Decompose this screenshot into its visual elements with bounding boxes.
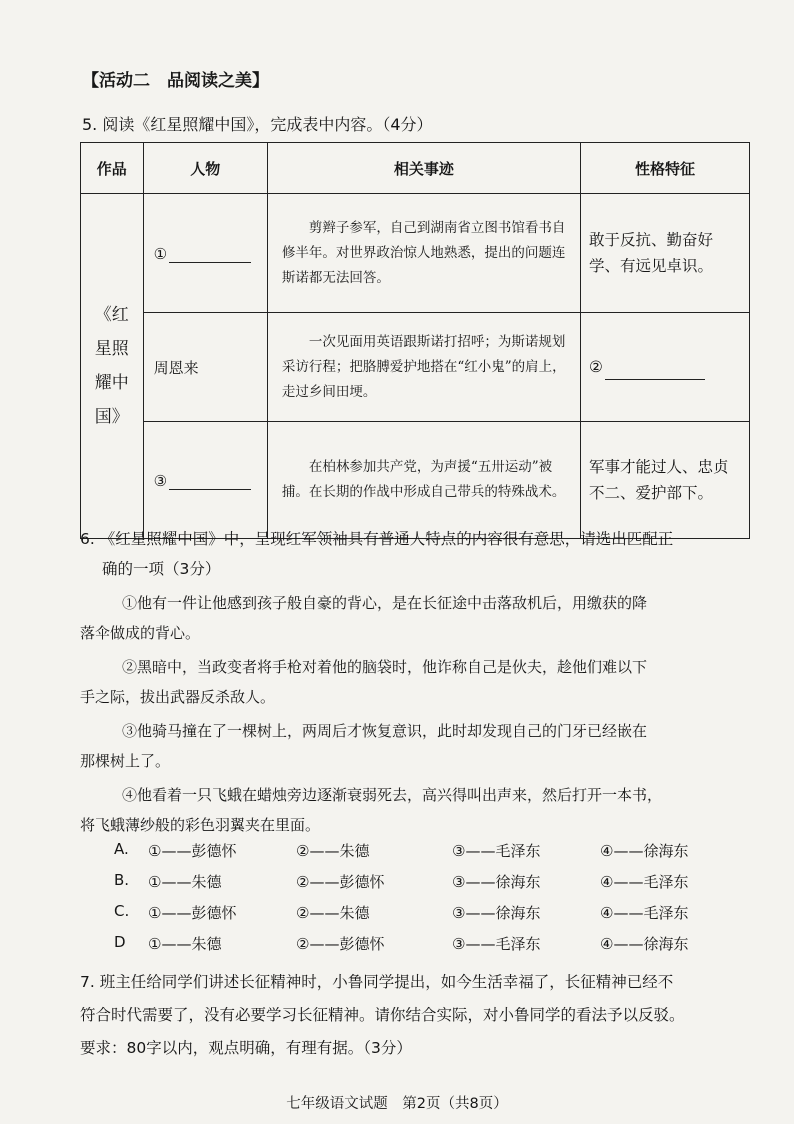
work-title-cell bbox=[81, 194, 144, 539]
header-person: 人物 bbox=[143, 143, 267, 194]
option-label: D bbox=[114, 933, 126, 951]
option-d[interactable] bbox=[114, 933, 734, 964]
option-part: ③——徐海东 bbox=[452, 873, 541, 891]
page-footer: 七年级语文试题 第2页（共8页） bbox=[286, 1096, 508, 1112]
section-title: 【活动二 品阅读之美】 bbox=[82, 71, 269, 91]
option-part: ①——朱德 bbox=[148, 873, 222, 891]
option-part: ④——徐海东 bbox=[600, 842, 689, 860]
blank-number: ③ bbox=[153, 471, 168, 490]
blank-number: ① bbox=[153, 244, 168, 263]
option-part: ①——彭德怀 bbox=[148, 904, 237, 922]
deed-cell: 剪辫子参军，自己到湖南省立图书馆看书自修半年。对世界政治惊人地熟悉，提出的问题连斯诺都无法回答。 bbox=[267, 194, 580, 313]
option-label: C. bbox=[114, 902, 130, 920]
question-7-line: 符合时代需要了，没有必要学习长征精神。请你结合实际，对小鲁同学的看法予以反驳。 bbox=[80, 1006, 685, 1024]
deed-cell: 在柏林参加共产党，为声援“五卅运动”被捕。在长期的作战中形成自己带兵的特殊战术。 bbox=[267, 422, 580, 539]
item-text: ④他看着一只飞蛾在蜡烛旁边逐渐衰弱死去，高兴得叫出声来，然后打开一本书， bbox=[122, 786, 663, 804]
person-cell bbox=[143, 422, 267, 539]
option-part: ②——朱德 bbox=[296, 842, 370, 860]
item-text: ①他有一件让他感到孩子般自豪的背心，是在长征途中击落敌机后，用缴获的降 bbox=[122, 594, 648, 612]
trait-cell: 军事才能过人、忠贞不二、爱护部下。 bbox=[581, 422, 750, 539]
option-part: ④——徐海东 bbox=[600, 935, 689, 953]
question-5 bbox=[82, 112, 433, 135]
deed-cell: 一次见面用英语跟斯诺打招呼；为斯诺规划采访行程；把胳膊爱护地搭在“红小鬼”的肩上，走过乡间田埂。 bbox=[267, 313, 580, 422]
list-item bbox=[80, 588, 760, 648]
work-title-line: 《红 bbox=[94, 305, 129, 325]
trait-cell: 敢于反抗、勤奋好学、有远见卓识。 bbox=[581, 194, 750, 313]
item-text: 那棵树上了。 bbox=[80, 752, 171, 770]
question-5-stem: 5. 阅读《红星照耀中国》，完成表中内容。（4分） bbox=[82, 115, 433, 134]
question-6 bbox=[80, 524, 760, 840]
item-text: 将飞蛾薄纱般的彩色羽翼夹在里面。 bbox=[80, 816, 321, 834]
option-part: ①——朱德 bbox=[148, 935, 222, 953]
question-7 bbox=[80, 966, 770, 1065]
item-text: 落伞做成的背心。 bbox=[80, 624, 201, 642]
question-7-line: 7. 班主任给同学们讲述长征精神时，小鲁同学提出，如今生活幸福了，长征精神已经不 bbox=[80, 973, 674, 991]
answer-blank[interactable] bbox=[605, 361, 705, 380]
table-header-row bbox=[81, 143, 750, 194]
table-row bbox=[81, 194, 750, 313]
option-c[interactable] bbox=[114, 902, 734, 933]
option-part: ②——朱德 bbox=[296, 904, 370, 922]
answer-blank[interactable] bbox=[169, 471, 251, 490]
person-cell: 周恩来 bbox=[143, 313, 267, 422]
item-text: ②黑暗中，当政变者将手枪对着他的脑袋时，他诈称自己是伙夫，趁他们难以下 bbox=[122, 658, 648, 676]
option-part: ④——毛泽东 bbox=[600, 904, 689, 922]
option-b[interactable] bbox=[114, 871, 734, 902]
table-row bbox=[81, 422, 750, 539]
option-part: ②——彭德怀 bbox=[296, 935, 385, 953]
header-work: 作品 bbox=[81, 143, 144, 194]
option-a[interactable] bbox=[114, 840, 734, 871]
list-item bbox=[80, 780, 760, 840]
item-text: ③他骑马撞在了一棵树上，两周后才恢复意识，此时却发现自己的门牙已经嵌在 bbox=[122, 722, 648, 740]
question-7-requirement: 要求：80字以内，观点明确，有理有据。（3分） bbox=[80, 1039, 412, 1057]
work-title-line: 国》 bbox=[94, 407, 129, 427]
character-table bbox=[80, 142, 750, 539]
option-part: ①——彭德怀 bbox=[148, 842, 237, 860]
list-item bbox=[80, 652, 760, 712]
list-item bbox=[80, 716, 760, 776]
option-part: ③——毛泽东 bbox=[452, 842, 541, 860]
work-title-line: 星照 bbox=[94, 339, 129, 359]
option-label: B. bbox=[114, 871, 130, 889]
trait-cell bbox=[581, 313, 750, 422]
option-label: A. bbox=[114, 840, 129, 858]
person-cell bbox=[143, 194, 267, 313]
answer-blank[interactable] bbox=[169, 244, 251, 263]
choice-options bbox=[114, 840, 734, 964]
question-6-stem-cont: 确的一项（3分） bbox=[102, 560, 221, 578]
option-part: ②——彭德怀 bbox=[296, 873, 385, 891]
item-text: 手之际，拔出武器反杀敌人。 bbox=[80, 688, 276, 706]
header-traits: 性格特征 bbox=[581, 143, 750, 194]
table-row bbox=[81, 313, 750, 422]
work-title-line: 耀中 bbox=[94, 373, 129, 393]
header-deeds: 相关事迹 bbox=[267, 143, 580, 194]
option-part: ③——徐海东 bbox=[452, 904, 541, 922]
question-6-stem: 6. 《红星照耀中国》中，呈现红军领袖具有普通人特点的内容很有意思，请选出匹配正 bbox=[80, 530, 674, 548]
option-part: ④——毛泽东 bbox=[600, 873, 689, 891]
option-part: ③——毛泽东 bbox=[452, 935, 541, 953]
blank-number: ② bbox=[589, 358, 603, 376]
